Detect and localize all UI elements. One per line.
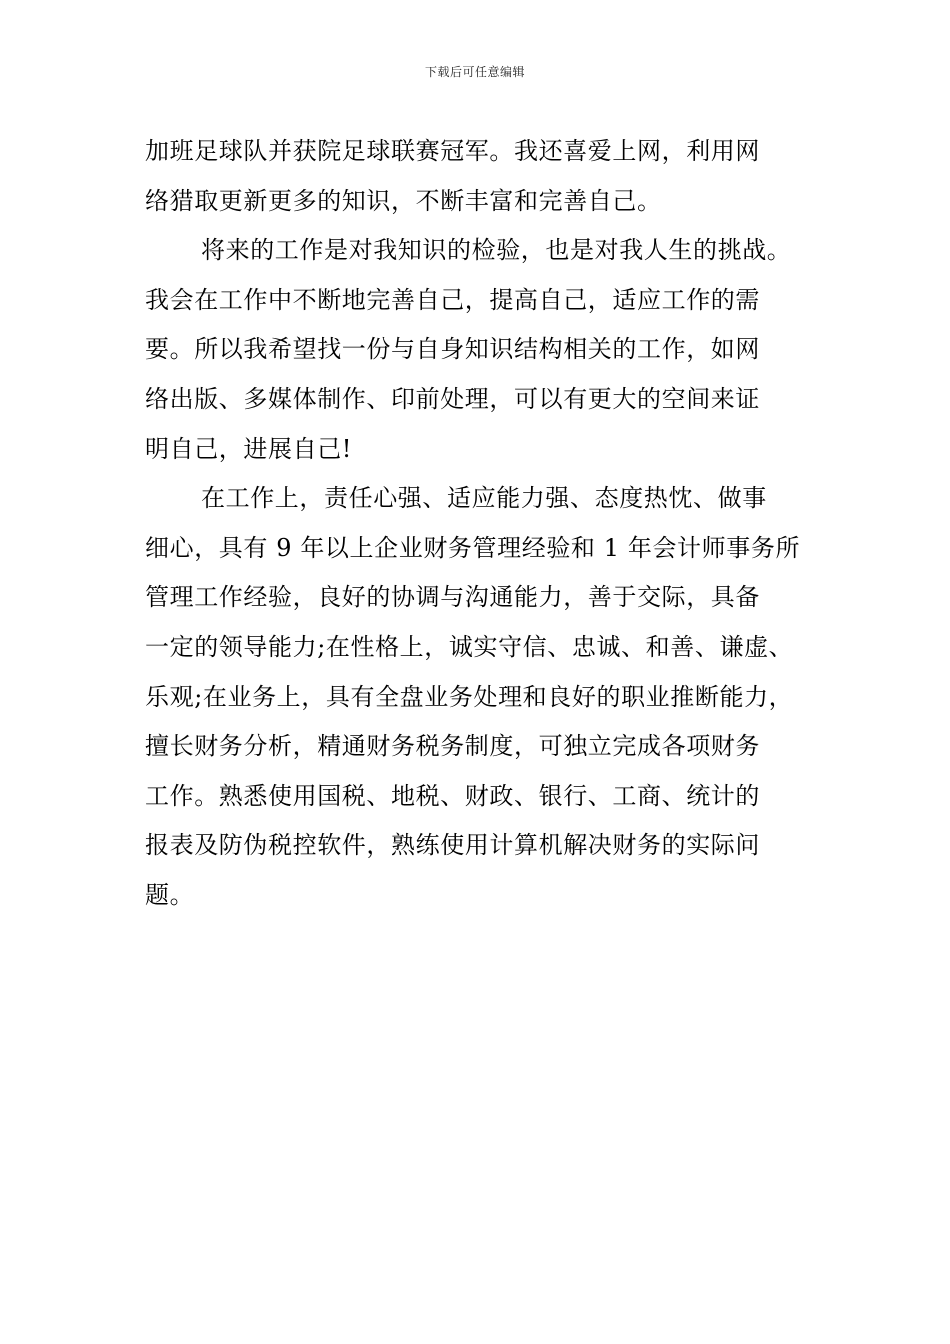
text-line: 擅长财务分析，精通财务税务制度，可独立完成各项财务 [145, 732, 760, 761]
document-body [145, 127, 825, 921]
text-line: 管理工作经验，良好的协调与沟通能力，善于交际，具备 [145, 583, 760, 612]
paragraph-start-line: 将来的工作是对我知识的检验，也是对我人生的挑战。 [201, 236, 792, 265]
text-line: 络出版、多媒体制作、印前处理，可以有更大的空间来证 [145, 384, 760, 413]
text-line: 加班足球队并获院足球联赛冠军。我还喜爱上网，利用网 [145, 137, 760, 165]
text-line: 细心，具有 9 年以上企业财务管理经验和 1 年会计师事务所 [145, 533, 801, 562]
text-line: 我会在工作中不断地完善自己，提高自己，适应工作的需 [145, 285, 760, 314]
text-line: 要。所以我希望找一份与自身知识结构相关的工作，如网 [145, 335, 760, 364]
text-line: 一定的领导能力;在性格上，诚实守信、忠诚、和善、谦虚、 [145, 632, 794, 661]
text-line: 明自己，进展自己! [145, 434, 353, 463]
text-line: 络猎取更新更多的知识，不断丰富和完善自己。 [145, 186, 662, 215]
text-line: 报表及防伪税控软件，熟练使用计算机解决财务的实际问 [145, 831, 760, 860]
header-note: 下载后可任意编辑 [424, 65, 525, 79]
paragraph-start-line: 在工作上，责任心强、适应能力强、态度热忱、做事 [201, 484, 767, 513]
text-line: 题。 [145, 880, 195, 909]
text-line: 工作。熟悉使用国税、地税、财政、银行、工商、统计的 [145, 781, 760, 810]
text-line: 乐观;在业务上，具有全盘业务处理和良好的职业推断能力， [145, 682, 794, 711]
